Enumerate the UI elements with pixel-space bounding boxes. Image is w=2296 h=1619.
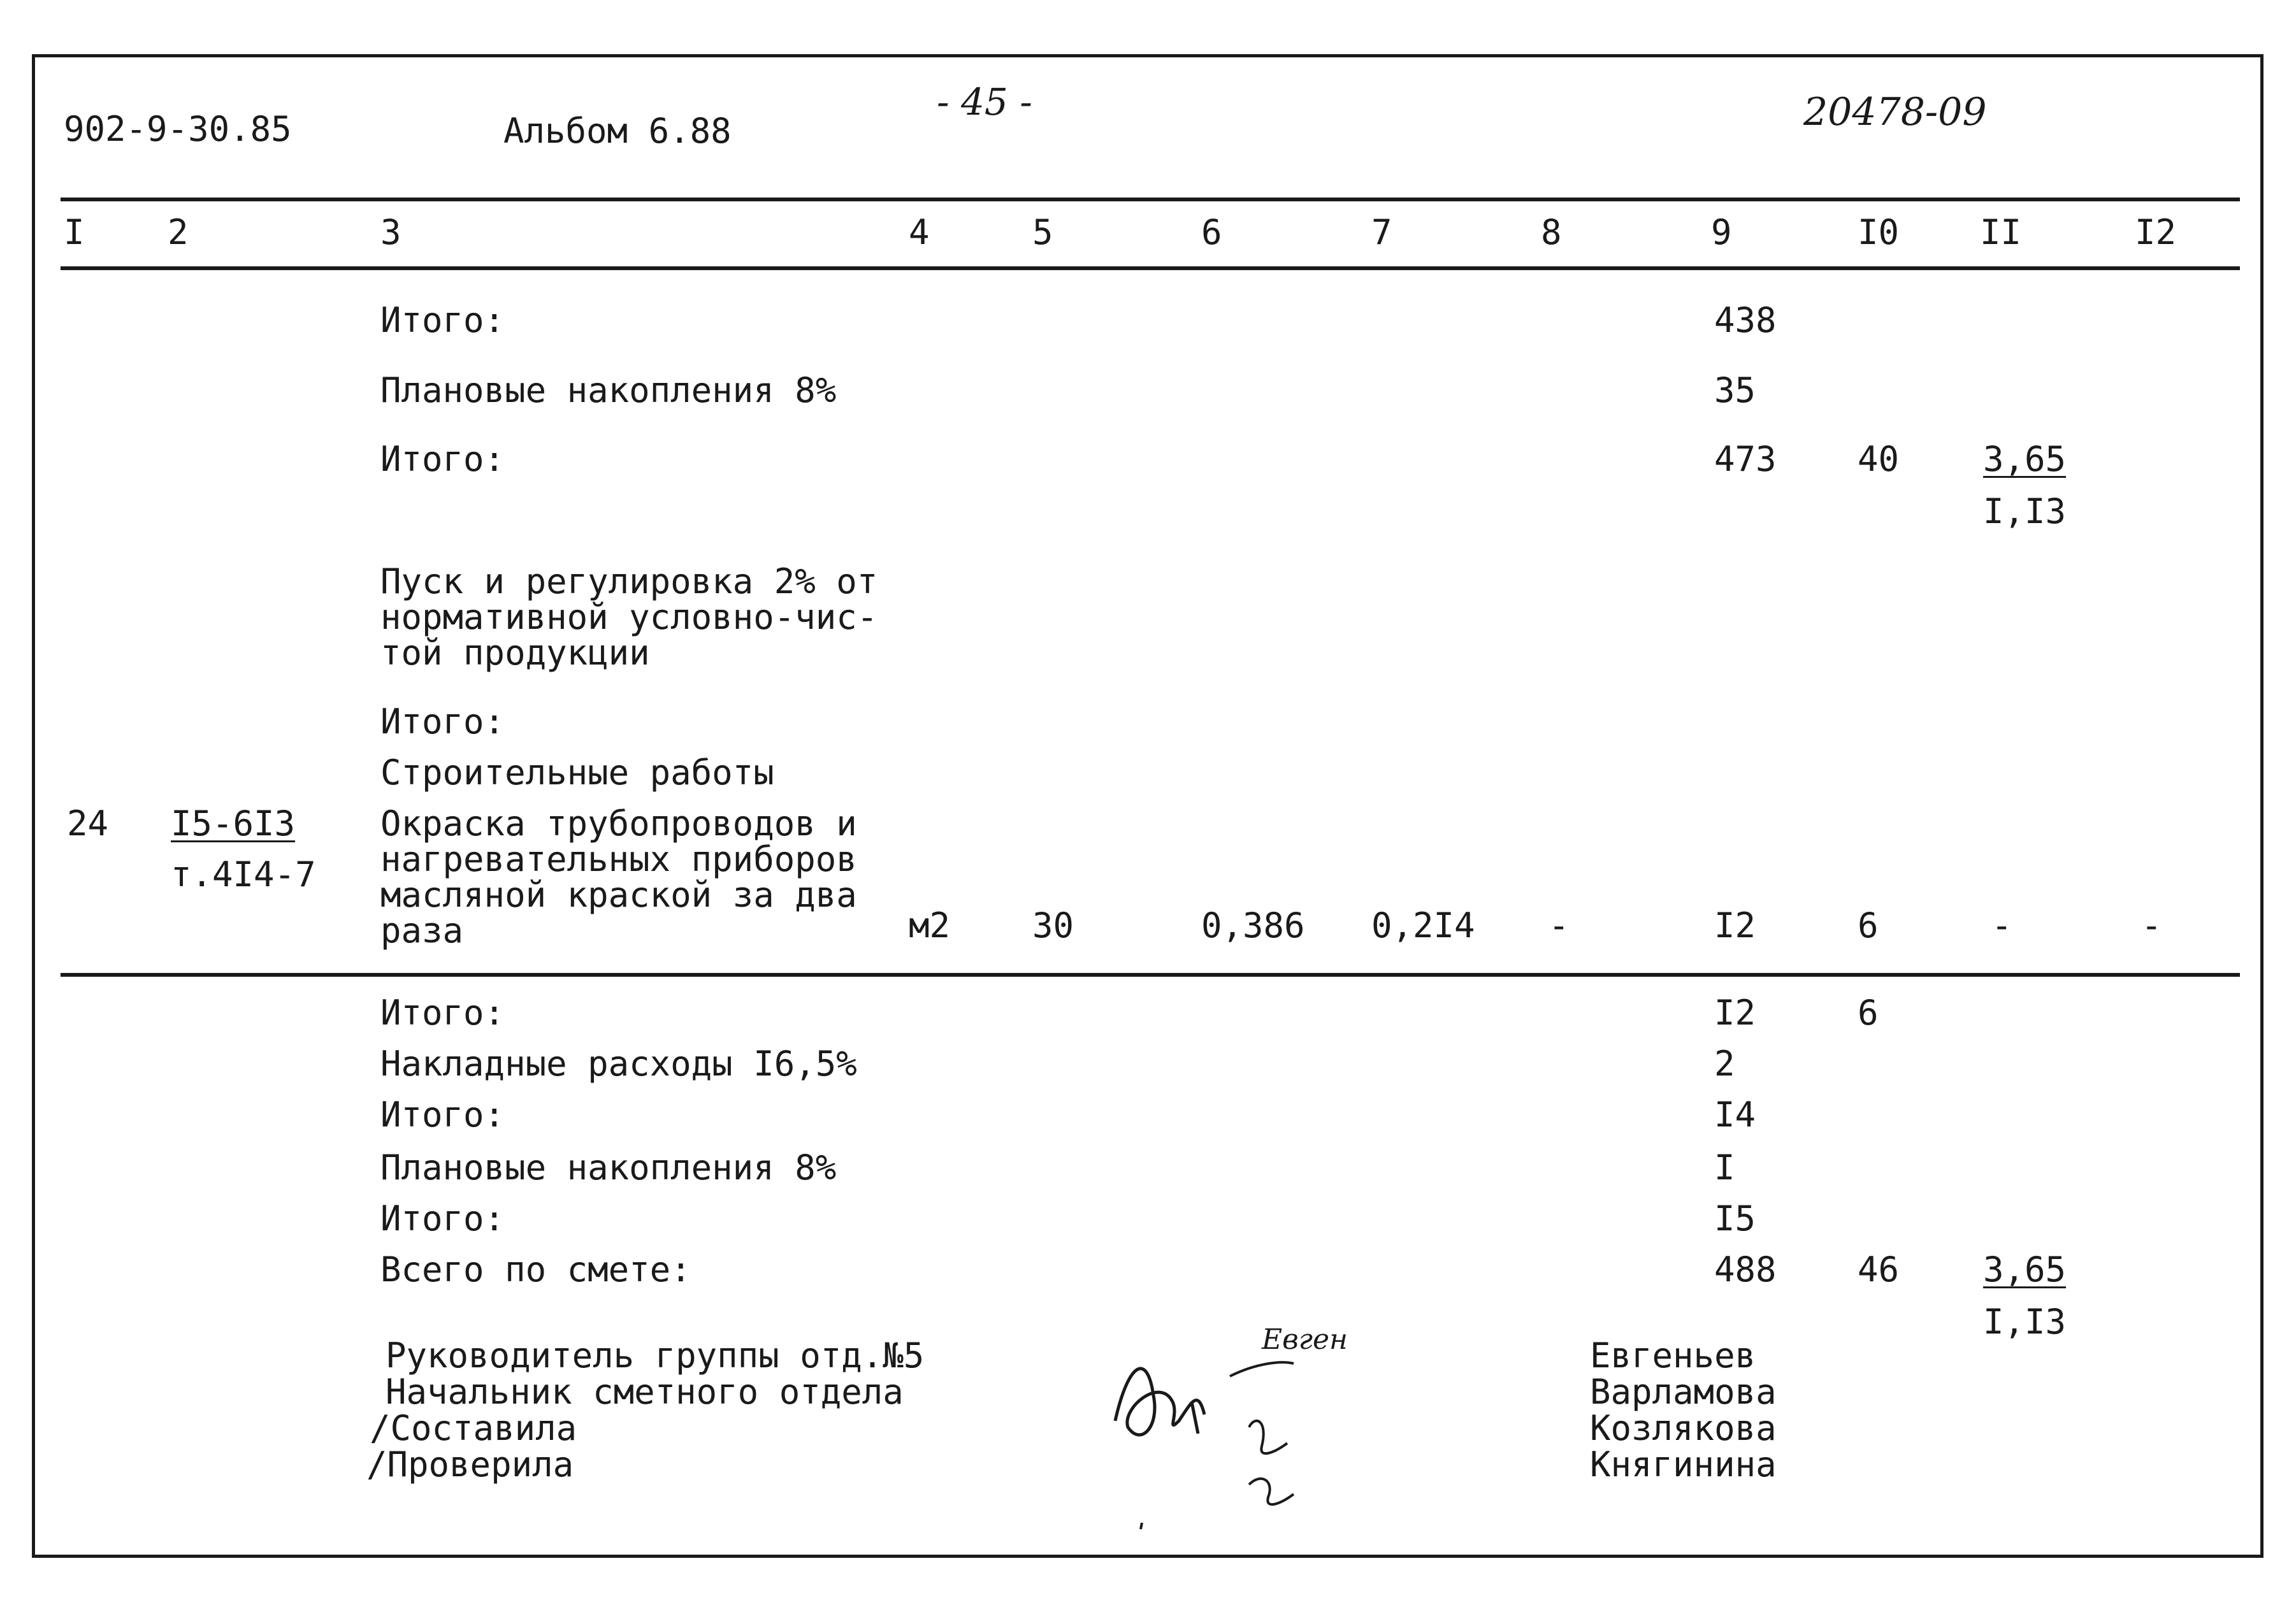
summary-col9: 2 [1714, 1044, 1735, 1084]
summary-col9: I [1714, 1148, 1735, 1188]
row-value-col9: 35 [1714, 370, 1756, 410]
summary-col9: I5 [1714, 1198, 1756, 1239]
row-value-col11-bottom: I,I3 [1983, 491, 2067, 531]
row-value-col10: 40 [1858, 439, 1900, 479]
header-rule [61, 198, 2240, 201]
column-number: 2 [168, 212, 189, 252]
summary-name: Итого: [380, 1095, 505, 1135]
item-code: I5-6I3 [171, 803, 296, 844]
summary-name: Накладные расходы I6,5% [380, 1044, 857, 1084]
summary-name: Итого: [380, 993, 505, 1033]
sheet-number: 20478-09 [1803, 90, 1987, 134]
column-number: I [64, 212, 85, 252]
item-col12: - [2141, 905, 2162, 946]
summary-col11-bottom: I,I3 [1983, 1302, 2067, 1342]
column-number: 3 [380, 212, 401, 252]
handwritten-note: Евген [1262, 1323, 1348, 1356]
summary-col10: 46 [1858, 1249, 1900, 1290]
row-name: Плановые накопления 8% [380, 370, 837, 410]
album-label: Альбом 6.88 [503, 111, 732, 151]
column-number: 8 [1541, 212, 1562, 252]
column-number: 9 [1711, 212, 1732, 252]
signature-role: Начальник сметного отдела [386, 1372, 904, 1412]
row-name: Итого: [380, 702, 505, 742]
summary-name: Итого: [380, 1198, 505, 1239]
row-value-col9: 473 [1714, 439, 1777, 479]
page-number: - 45 - [937, 80, 1032, 124]
column-number: 6 [1201, 212, 1222, 252]
signature-name: Варламова [1590, 1372, 1777, 1412]
item-number: 24 [67, 803, 109, 844]
section-title: Строительные работы [380, 752, 774, 793]
row-value-col9: 438 [1714, 300, 1777, 340]
summary-name: Всего по смете: [380, 1249, 691, 1290]
item-description: Окраска трубопроводов и нагревательных приборов масляной краской за два раза [380, 803, 857, 951]
column-number: I2 [2135, 212, 2177, 252]
item-unit: м2 [909, 905, 951, 946]
column-number: 4 [909, 212, 930, 252]
signature-name: Княгинина [1590, 1444, 1777, 1485]
item-col7: 0,2I4 [1371, 905, 1475, 946]
column-header-rule [61, 266, 2240, 270]
item-table-ref: т.4I4-7 [171, 854, 316, 895]
row-value-col11-top: 3,65 [1983, 439, 2067, 479]
item-col8: - [1549, 905, 1570, 946]
item-col11: - [1991, 905, 2012, 946]
signature-role: /Проверила [366, 1444, 574, 1485]
summary-col10: 6 [1858, 993, 1879, 1033]
row-name: Пуск и регулировка 2% от нормативной условно-чис- той продукции [380, 561, 878, 673]
item-col9: I2 [1714, 905, 1756, 946]
item-quantity: 30 [1032, 905, 1074, 946]
summary-col9: I4 [1714, 1095, 1756, 1135]
summary-col9: I2 [1714, 993, 1756, 1033]
summary-name: Плановые накопления 8% [380, 1148, 837, 1188]
item-rule [61, 973, 2240, 977]
item-col10: 6 [1858, 905, 1879, 946]
summary-col9: 488 [1714, 1249, 1777, 1290]
row-name: Итого: [380, 439, 505, 479]
item-col6: 0,386 [1201, 905, 1305, 946]
column-number: II [1980, 212, 2022, 252]
signature-role: Руководитель группы отд.№5 [386, 1335, 925, 1376]
signature-role: /Составила [370, 1408, 577, 1448]
doc-code: 902-9-30.85 [64, 109, 292, 149]
row-name: Итого: [380, 300, 505, 340]
column-number: I0 [1858, 212, 1900, 252]
signature-name: Козлякова [1590, 1408, 1777, 1448]
column-number: 5 [1032, 212, 1053, 252]
column-number: 7 [1371, 212, 1392, 252]
summary-col11-top: 3,65 [1983, 1249, 2067, 1290]
signature-name: Евгеньев [1590, 1335, 1756, 1376]
